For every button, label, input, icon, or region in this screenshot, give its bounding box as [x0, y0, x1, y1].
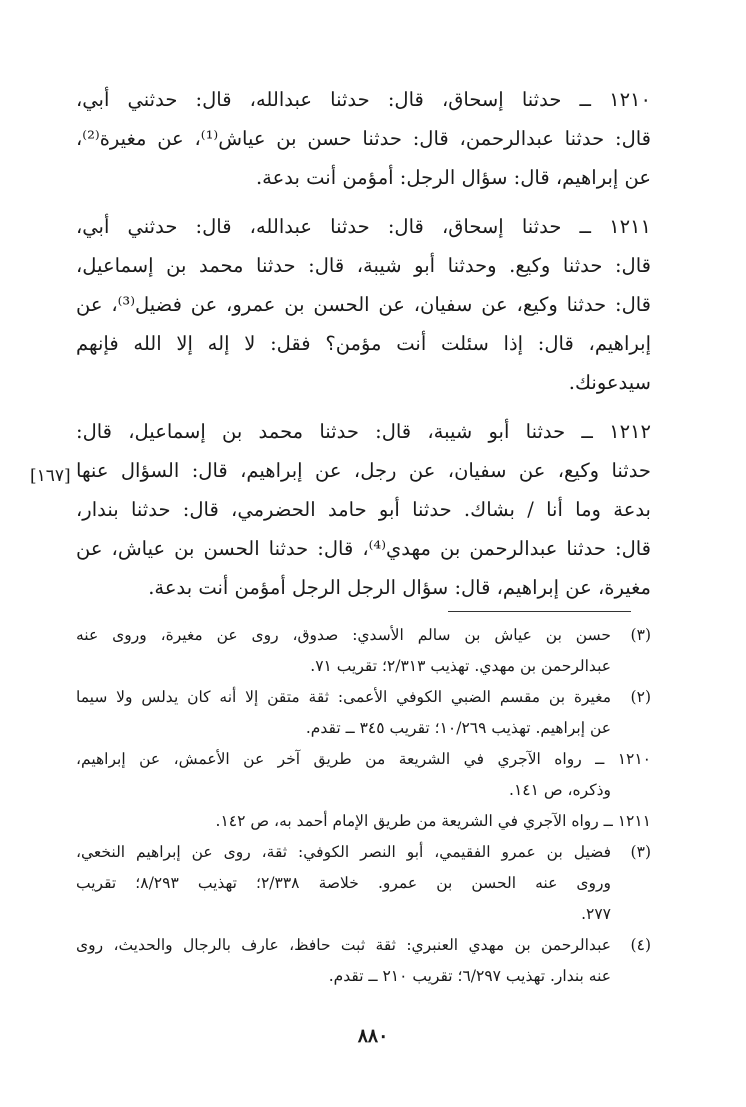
footnote-text: حسن بن عياش بن سالم الأسدي: صدوق، روى عن مغيرة، وروى عنه: [76, 626, 611, 644]
takhrij-1210: [76, 744, 651, 806]
footnote-3-hasan: [76, 620, 651, 682]
footnote-line: [76, 930, 651, 961]
hadith-1210: [76, 80, 651, 197]
page-number: ٨٨٠: [357, 1025, 389, 1047]
text-line: ١٢١١ ــ حدثنا إسحاق، قال: حدثنا عبدالله، قال: حدثني أبي،: [76, 215, 651, 238]
manuscript-page-reference: [١٦٧]: [30, 466, 71, 486]
text-line: مغيرة، عن إبراهيم، قال: سؤال الرجل الرجل أمؤمن أنت بدعة.: [148, 576, 651, 599]
text-line: قال: حدثنا عبدالرحمن بن مهدي⁽⁴⁾، قال: حدثنا الحسن بن عياش، عن: [76, 537, 651, 560]
footnote-line: ٢٧٧.: [581, 905, 611, 923]
footnote-line: ١٢١٠ ــ رواه الآجري في الشريعة من طريق آخر عن الأعمش، عن إبراهيم،: [76, 750, 651, 768]
text-line: حدثنا وكيع، عن سفيان، عن رجل، عن إبراهيم، قال: السؤال عنها: [76, 459, 651, 482]
footnote-line: [76, 837, 651, 868]
footnote-text: فضيل بن عمرو الفقيمي، أبو النصر الكوفي: ثقة، روى عن إبراهيم النخعي،: [76, 843, 611, 861]
footnote-line: عبدالرحمن بن مهدي. تهذيب ٢/٣١٣؛ تقريب ٧١.: [310, 657, 611, 675]
text-line: ١٢١٢ ــ حدثنا أبو شيبة، قال: حدثنا محمد بن إسماعيل، قال:: [76, 420, 651, 443]
text-line: عن إبراهيم، قال: سؤال الرجل: أمؤمن أنت بدعة.: [255, 166, 651, 189]
footnote-marker: (٢): [630, 688, 651, 706]
main-text: [76, 80, 651, 617]
footnote-line: وذكره، ص ١٤١.: [509, 781, 611, 799]
footnote-line: وروى عنه الحسن بن عمرو. خلاصة ٢/٣٣٨؛ تهذيب ٨/٢٩٣؛ تقريب: [76, 874, 611, 892]
text-line: ١٢١٠ ــ حدثنا إسحاق، قال: حدثنا عبدالله، قال: حدثني أبي،: [76, 88, 651, 111]
text-line: بدعة وما أنا / بشاك. حدثنا أبو حامد الحضرمي، قال: حدثنا بندار،: [76, 498, 651, 521]
footnote-4-abdulrahman: [76, 930, 651, 992]
footnote-marker: (٣): [630, 626, 651, 644]
footnote-marker: (٤): [630, 936, 651, 954]
footnote-marker: (٣): [630, 843, 651, 861]
text-line: إبراهيم، قال: إذا سئلت أنت مؤمن؟ فقل: لا إله إلا الله فإنهم: [76, 332, 651, 355]
takhrij-1211: [76, 806, 651, 837]
text-line: قال: حدثنا عبدالرحمن، قال: حدثنا حسن بن عياش⁽¹⁾، عن مغيرة⁽²⁾،: [76, 127, 651, 150]
hadith-1211: [76, 207, 651, 402]
footnote-line: [76, 682, 651, 713]
text-line: قال: حدثنا وكيع. وحدثنا أبو شيبة، قال: حدثنا محمد بن إسماعيل،: [76, 254, 651, 277]
footnote-line: عن إبراهيم. تهذيب ١٠/٢٦٩؛ تقريب ٣٤٥ ــ تقدم.: [305, 719, 611, 737]
footnotes: [76, 620, 651, 992]
footnote-line: عنه بندار. تهذيب ٦/٢٩٧؛ تقريب ٢١٠ ــ تقدم.: [328, 967, 611, 985]
text-line: سيدعونك.: [568, 371, 651, 394]
footnote-2-mughira: [76, 682, 651, 744]
text-line: قال: حدثنا وكيع، عن سفيان، عن الحسن بن عمرو، عن فضيل⁽³⁾، عن: [76, 293, 651, 316]
footnote-divider: [448, 611, 631, 612]
footnote-text: مغيرة بن مقسم الضبي الكوفي الأعمى: ثقة متقن إلا أنه كان يدلس ولا سيما: [76, 688, 611, 706]
footnote-line: ١٢١١ ــ رواه الآجري في الشريعة من طريق الإمام أحمد به، ص ١٤٢.: [215, 812, 651, 830]
footnote-line: [76, 620, 651, 651]
hadith-1212: [76, 412, 651, 607]
footnote-text: عبدالرحمن بن مهدي العنبري: ثقة ثبت حافظ، عارف بالرجال والحديث، روى: [76, 936, 611, 954]
footnote-3-fudayl: [76, 837, 651, 930]
